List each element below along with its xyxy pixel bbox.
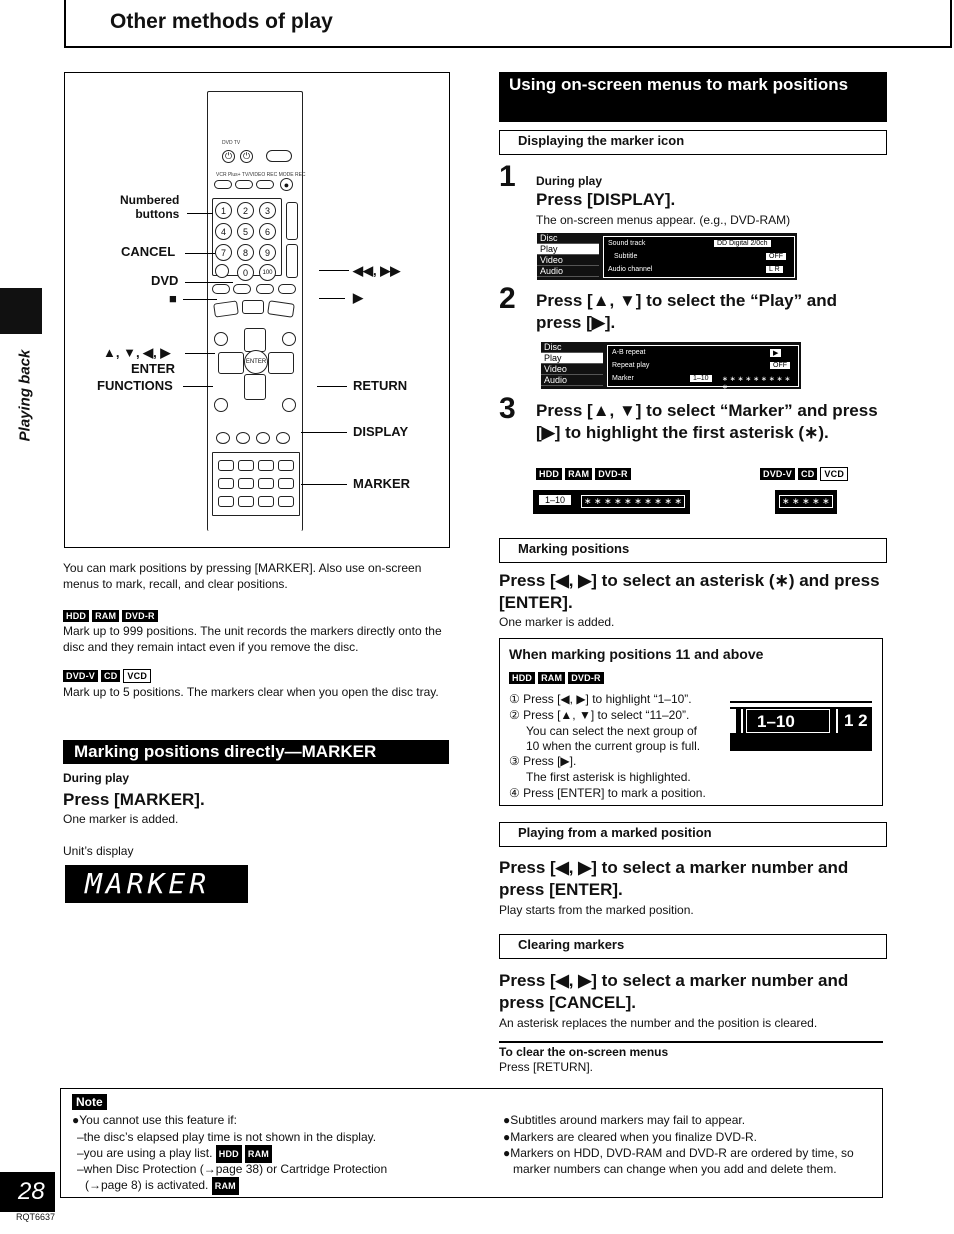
note-right-2: ●Markers are cleared when you finalize DVD-R. bbox=[503, 1130, 758, 1144]
hdd-button bbox=[212, 284, 230, 294]
clear-menus-title: To clear the on-screen menus bbox=[499, 1045, 669, 1059]
remote-illustration bbox=[64, 72, 450, 548]
box-marking-11-and-above bbox=[499, 638, 883, 806]
record-button-icon: ● bbox=[280, 178, 293, 191]
skip-forward-button bbox=[278, 284, 296, 294]
key-9: 9 bbox=[259, 244, 276, 261]
section-direct-marker: Marking positions directly—MARKER bbox=[63, 740, 449, 764]
display-button bbox=[256, 432, 270, 444]
label-skip: ◀◀, ▶▶ bbox=[353, 263, 401, 278]
volume-rocker bbox=[286, 244, 298, 278]
badges-hdd-ram-dvdr: HDD RAM DVD-R bbox=[63, 608, 161, 622]
functions-button bbox=[214, 398, 228, 412]
key-4: 4 bbox=[215, 223, 232, 240]
box-item-3: ③ Press [▶]. bbox=[509, 754, 577, 768]
unit-display-label: Unit’s display bbox=[63, 844, 134, 858]
key-8: 8 bbox=[237, 244, 254, 261]
sub-displaying-marker-icon: Displaying the marker icon bbox=[499, 130, 887, 155]
return-button bbox=[282, 398, 296, 412]
key-1: 1 bbox=[215, 202, 232, 219]
sub-marking-positions: Marking positions bbox=[499, 538, 887, 563]
direct-marker-added: One marker is added. bbox=[63, 812, 179, 826]
step-3-badges-hdd: HDD RAM DVD-R bbox=[536, 466, 634, 480]
step-1-number: 1 bbox=[499, 160, 516, 193]
step-2-text: Press [▲, ▼] to select the “Play” and press [▶]. bbox=[536, 291, 838, 332]
note-label: Note bbox=[72, 1094, 107, 1110]
sub-clearing-markers: Clearing markers bbox=[499, 934, 887, 959]
label-dvd: DVD bbox=[151, 273, 179, 288]
marking-heading: Press [◀, ▶] to select an asterisk (∗) and press [ENTER]. bbox=[499, 571, 880, 612]
marking-added: One marker is added. bbox=[499, 615, 615, 629]
right-arrow-button bbox=[268, 352, 294, 374]
box-item-4: ④ Press [ENTER] to mark a position. bbox=[509, 786, 706, 800]
top-menu-button bbox=[214, 332, 228, 346]
osd-menu-1: Disc Play Video Audio Sound track Subtitle Audio channel DD Digital 2/0ch OFF L R bbox=[537, 233, 797, 280]
direct-during-play: During play bbox=[63, 771, 130, 785]
marker-group-bar: 1–10 1 2 bbox=[730, 701, 872, 751]
up-arrow-button bbox=[244, 328, 266, 352]
power-button-icon: ⏻ bbox=[240, 150, 253, 163]
hdd-paragraph: Mark up to 999 positions. The unit records the markers directly onto the disc and they remain intact even if you remove the disc. bbox=[63, 624, 442, 654]
cancel-key bbox=[215, 264, 229, 278]
note-box bbox=[60, 1088, 883, 1198]
label-marker: MARKER bbox=[353, 476, 411, 491]
label-arrows: ▲, ▼, ◀, ▶ bbox=[103, 345, 171, 360]
marker-bar-1-10: 1–10 ∗ ∗ ∗ ∗ ∗ ∗ ∗ ∗ ∗ ∗ bbox=[533, 490, 690, 514]
page-header bbox=[64, 0, 952, 48]
note-right-1: ●Subtitles around markers may fail to appear. bbox=[503, 1113, 746, 1127]
ch-rocker bbox=[286, 202, 298, 240]
key-6: 6 bbox=[259, 223, 276, 240]
key-0: 0 bbox=[237, 264, 254, 281]
enter-button: ENTER bbox=[244, 350, 268, 374]
box-item-2a: You can select the next group of bbox=[526, 724, 698, 738]
step-3-badges-dvdv: DVD-V CD VCD bbox=[760, 466, 851, 481]
box-item-1: ① Press [◀, ▶] to highlight “1–10”. bbox=[509, 692, 692, 706]
page-number: 28 bbox=[0, 1172, 55, 1212]
down-arrow-button bbox=[244, 374, 266, 400]
label-return: RETURN bbox=[353, 378, 408, 393]
box-item-2: ② Press [▲, ▼] to select “11–20”. bbox=[509, 708, 690, 722]
note-left-5: (→page 8) is activated. RAM bbox=[85, 1177, 242, 1195]
step-1-press-display: Press [DISPLAY]. bbox=[536, 190, 676, 209]
label-enter: ENTER bbox=[131, 361, 176, 376]
osd-menu-2: Disc Play Video Audio A-B repeat Repeat play Marker ▶ OFF 1–10 ∗ ∗ ∗ ∗ ∗ ∗ ∗ ∗ ∗ ∗ bbox=[541, 342, 801, 389]
step-3-text: Press [▲, ▼] to select “Marker” and press [▶] to highlight the first asterisk (∗). bbox=[536, 401, 878, 442]
label-stop: ■ bbox=[169, 291, 177, 306]
step-2-number: 2 bbox=[499, 282, 516, 315]
dvd-tv-switch bbox=[266, 150, 292, 162]
intro-text: You can mark positions by pressing [MARKER]. Also use on-screen menus to mark, recall, and clear positions. bbox=[63, 561, 422, 591]
label-display: DISPLAY bbox=[353, 424, 409, 439]
section-onscreen-menus: Using on-screen menus to mark positions bbox=[499, 72, 887, 122]
step-1-note: The on-screen menus appear. (e.g., DVD-RAM) bbox=[536, 213, 791, 227]
box-badges: HDD RAM DVD-R bbox=[509, 670, 607, 684]
playing-heading: Press [◀, ▶] to select a marker number and press [ENTER]. bbox=[499, 858, 849, 899]
note-right-4: marker numbers can change when you add and delete them. bbox=[513, 1162, 837, 1176]
label-numbered-buttons: Numbered buttons bbox=[120, 193, 180, 221]
note-left-2: –the disc’s elapsed play time is not shown in the display. bbox=[77, 1130, 377, 1144]
key-100: 100 bbox=[259, 264, 276, 281]
remote-control-body: DVD TV ⏻ ⏻ VCR Plus+ TV/VIDEO REC MODE REC ● 1 2 3 4 5 6 7 8 9 0 100 ENTER bbox=[207, 91, 303, 531]
marker-button bbox=[278, 496, 294, 507]
label-cancel: CANCEL bbox=[121, 244, 176, 259]
note-left-4: –when Disc Protection (→page 38) or Cartridge Protection bbox=[77, 1162, 388, 1176]
marker-bar-5: ∗ ∗ ∗ ∗ ∗ bbox=[775, 490, 837, 514]
playing-note: Play starts from the marked position. bbox=[499, 903, 694, 917]
clear-menus-text: Press [RETURN]. bbox=[499, 1060, 594, 1074]
side-label: Playing back bbox=[16, 349, 34, 441]
key-2: 2 bbox=[237, 202, 254, 219]
key-5: 5 bbox=[237, 223, 254, 240]
dvd-button bbox=[233, 284, 251, 294]
key-7: 7 bbox=[215, 244, 232, 261]
box-item-2b: 10 when the current group is full. bbox=[526, 739, 701, 753]
note-left-3: –you are using a play list. HDD RAM bbox=[77, 1145, 275, 1163]
note-left-1: ●You cannot use this feature if: bbox=[72, 1113, 237, 1127]
box-title: When marking positions 11 and above bbox=[509, 646, 764, 662]
step-1-during: During play bbox=[536, 174, 603, 188]
note-right-3: ●Markers on HDD, DVD-RAM and DVD-R are ordered by time, so bbox=[503, 1146, 854, 1160]
clearing-heading: Press [◀, ▶] to select a marker number and press [CANCEL]. bbox=[499, 971, 849, 1012]
play-button bbox=[267, 300, 295, 317]
badges-dvdv-cd-vcd: DVD-V CD VCD bbox=[63, 668, 154, 683]
clearing-note: An asterisk replaces the number and the position is cleared. bbox=[499, 1016, 818, 1030]
divider bbox=[499, 1041, 883, 1043]
menu-button bbox=[282, 332, 296, 346]
label-play: ▶ bbox=[353, 290, 363, 305]
skip-back-button bbox=[256, 284, 274, 294]
stop-button bbox=[213, 300, 239, 317]
sub-playing-marked: Playing from a marked position bbox=[499, 822, 887, 847]
box-item-3a: The first asterisk is highlighted. bbox=[526, 770, 691, 784]
power-button-icon: ⏻ bbox=[222, 150, 235, 163]
dvdv-paragraph: Mark up to 5 positions. The markers clear when you open the disc tray. bbox=[63, 685, 439, 699]
label-functions: FUNCTIONS bbox=[97, 378, 173, 393]
pause-button bbox=[242, 300, 264, 314]
key-3: 3 bbox=[259, 202, 276, 219]
document-code: RQT6637 bbox=[16, 1212, 56, 1222]
left-arrow-button bbox=[218, 352, 244, 374]
direct-press-marker: Press [MARKER]. bbox=[63, 790, 205, 809]
page-title: Other methods of play bbox=[110, 10, 333, 33]
section-tab-marker bbox=[0, 288, 42, 334]
unit-display-panel: MARKER bbox=[65, 865, 248, 903]
step-3-number: 3 bbox=[499, 392, 516, 425]
